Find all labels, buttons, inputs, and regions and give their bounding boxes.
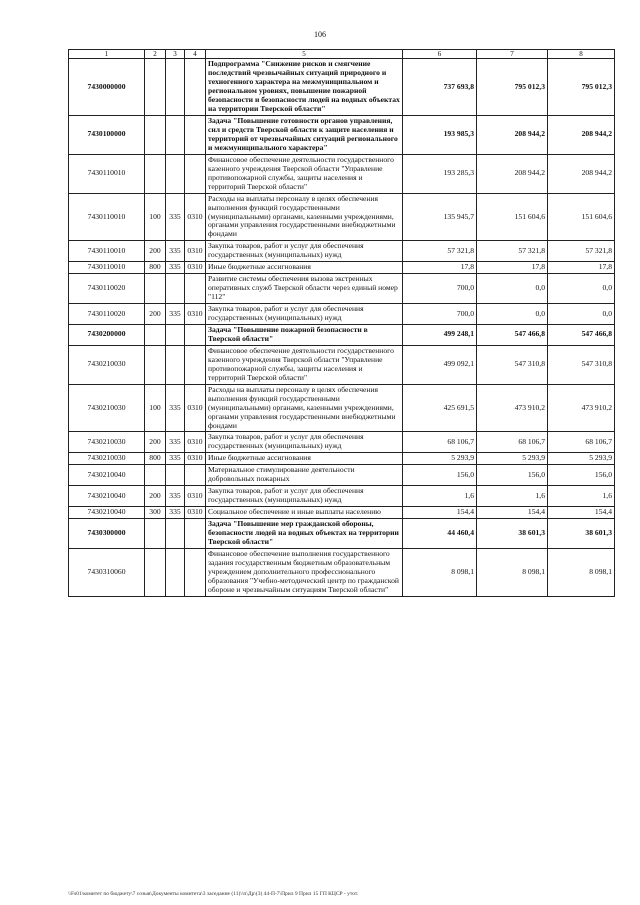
program-code: 7430210040 bbox=[69, 465, 145, 486]
expense-type bbox=[145, 274, 166, 304]
section-code bbox=[185, 345, 206, 384]
section-code bbox=[185, 115, 206, 154]
budget-table bbox=[68, 49, 615, 597]
section-code: 0310 bbox=[185, 304, 206, 325]
program-code: 7430100000 bbox=[69, 115, 145, 154]
amount-year-3: 17,8 bbox=[548, 262, 615, 274]
amount-year-1: 425 691,5 bbox=[403, 384, 477, 432]
amount-year-1: 193 985,3 bbox=[403, 115, 477, 154]
amount-year-2: 0,0 bbox=[477, 274, 548, 304]
table-row bbox=[69, 548, 615, 596]
amount-year-1: 737 693,8 bbox=[403, 59, 477, 116]
department-code: 335 bbox=[166, 193, 185, 241]
amount-year-3: 208 944,2 bbox=[548, 115, 615, 154]
section-code bbox=[185, 548, 206, 596]
department-code bbox=[166, 519, 185, 549]
description: Финансовое обеспечение деятельности государственного казенного учреждения Тверской области "Управление противопожарной службы, защиты населения и территорий Тверской области" bbox=[206, 345, 403, 384]
column-number: 3 bbox=[166, 50, 185, 59]
department-code: 335 bbox=[166, 384, 185, 432]
table-row bbox=[69, 345, 615, 384]
amount-year-2: 795 012,3 bbox=[477, 59, 548, 116]
expense-type bbox=[145, 115, 166, 154]
table-row bbox=[69, 432, 615, 453]
table-body bbox=[69, 50, 615, 597]
expense-type bbox=[145, 154, 166, 193]
column-number: 6 bbox=[403, 50, 477, 59]
amount-year-1: 8 098,1 bbox=[403, 548, 477, 596]
table-row bbox=[69, 486, 615, 507]
amount-year-1: 156,0 bbox=[403, 465, 477, 486]
amount-year-3: 5 293,9 bbox=[548, 453, 615, 465]
amount-year-3: 151 604,6 bbox=[548, 193, 615, 241]
description: Закупка товаров, работ и услуг для обеспечения государственных (муниципальных) нужд bbox=[206, 432, 403, 453]
amount-year-2: 5 293,9 bbox=[477, 453, 548, 465]
section-code bbox=[185, 465, 206, 486]
section-code bbox=[185, 154, 206, 193]
description: Задача "Повышение готовности органов управления, сил и средств Тверской области к защите населения и территорий от чрезвычайных ситуаций регионального и межмуниципального характера" bbox=[206, 115, 403, 154]
amount-year-2: 1,6 bbox=[477, 486, 548, 507]
expense-type: 200 bbox=[145, 304, 166, 325]
program-code: 7430200000 bbox=[69, 324, 145, 345]
amount-year-3: 57 321,8 bbox=[548, 241, 615, 262]
amount-year-1: 499 248,1 bbox=[403, 324, 477, 345]
table-row bbox=[69, 304, 615, 325]
section-code bbox=[185, 274, 206, 304]
amount-year-2: 68 106,7 bbox=[477, 432, 548, 453]
department-code bbox=[166, 59, 185, 116]
program-code: 7430210040 bbox=[69, 507, 145, 519]
amount-year-2: 0,0 bbox=[477, 304, 548, 325]
department-code: 335 bbox=[166, 241, 185, 262]
column-number: 8 bbox=[548, 50, 615, 59]
amount-year-1: 135 945,7 bbox=[403, 193, 477, 241]
program-code: 7430210040 bbox=[69, 486, 145, 507]
amount-year-1: 154,4 bbox=[403, 507, 477, 519]
description: Финансовое обеспечение выполнения государственного задания государственным бюджетным образовательным учреждением дополнительного профессионального образования "Учебно-методический центр по гражданской обороне и чрезвычайным ситуациям Тверской области" bbox=[206, 548, 403, 596]
column-number: 5 bbox=[206, 50, 403, 59]
description: Закупка товаров, работ и услуг для обеспечения государственных (муниципальных) нужд bbox=[206, 486, 403, 507]
description: Задача "Повышение пожарной безопасности в Тверской области" bbox=[206, 324, 403, 345]
table-row bbox=[69, 262, 615, 274]
program-code: 7430110010 bbox=[69, 241, 145, 262]
program-code: 7430210030 bbox=[69, 345, 145, 384]
section-code: 0310 bbox=[185, 241, 206, 262]
description: Развитие системы обеспечения вызова экстренных оперативных служб Тверской области через единый номер "112" bbox=[206, 274, 403, 304]
description: Подпрограмма "Снижение рисков и смягчение последствий чрезвычайных ситуаций природного и техногенного характера на межмуниципальном и региональном уровнях, повышение пожарной безопасности и безопасности людей на водных объектах на территории Тверской области" bbox=[206, 59, 403, 116]
amount-year-2: 8 098,1 bbox=[477, 548, 548, 596]
column-number-row bbox=[69, 50, 615, 59]
table-row bbox=[69, 59, 615, 116]
amount-year-2: 156,0 bbox=[477, 465, 548, 486]
program-code: 7430210030 bbox=[69, 384, 145, 432]
expense-type bbox=[145, 465, 166, 486]
amount-year-1: 193 285,3 bbox=[403, 154, 477, 193]
expense-type: 200 bbox=[145, 486, 166, 507]
amount-year-1: 700,0 bbox=[403, 304, 477, 325]
expense-type: 100 bbox=[145, 384, 166, 432]
amount-year-3: 0,0 bbox=[548, 274, 615, 304]
description: Задача "Повышение мер гражданской обороны, безопасности людей на водных объектах на территории Тверской области" bbox=[206, 519, 403, 549]
program-code: 7430110010 bbox=[69, 262, 145, 274]
description: Закупка товаров, работ и услуг для обеспечения государственных (муниципальных) нужд bbox=[206, 304, 403, 325]
department-code bbox=[166, 345, 185, 384]
amount-year-3: 0,0 bbox=[548, 304, 615, 325]
section-code bbox=[185, 519, 206, 549]
expense-type bbox=[145, 548, 166, 596]
expense-type: 100 bbox=[145, 193, 166, 241]
amount-year-1: 17,8 bbox=[403, 262, 477, 274]
department-code bbox=[166, 465, 185, 486]
amount-year-3: 8 098,1 bbox=[548, 548, 615, 596]
description: Расходы на выплаты персоналу в целях обеспечения выполнения функций государственными (муниципальными) органами, казенными учреждениями, органами управления государственными внебюджетными фондами bbox=[206, 384, 403, 432]
department-code bbox=[166, 324, 185, 345]
amount-year-2: 154,4 bbox=[477, 507, 548, 519]
section-code: 0310 bbox=[185, 384, 206, 432]
amount-year-2: 38 601,3 bbox=[477, 519, 548, 549]
section-code bbox=[185, 59, 206, 116]
expense-type bbox=[145, 59, 166, 116]
table-row bbox=[69, 154, 615, 193]
table-row bbox=[69, 274, 615, 304]
program-code: 7430110020 bbox=[69, 274, 145, 304]
description: Социальное обеспечение и иные выплаты населению bbox=[206, 507, 403, 519]
description: Материальное стимулирование деятельности добровольных пожарных bbox=[206, 465, 403, 486]
column-number: 4 bbox=[185, 50, 206, 59]
section-code: 0310 bbox=[185, 193, 206, 241]
section-code: 0310 bbox=[185, 262, 206, 274]
department-code: 335 bbox=[166, 486, 185, 507]
program-code: 7430110010 bbox=[69, 193, 145, 241]
amount-year-1: 44 460,4 bbox=[403, 519, 477, 549]
department-code: 335 bbox=[166, 453, 185, 465]
department-code bbox=[166, 115, 185, 154]
department-code: 335 bbox=[166, 262, 185, 274]
amount-year-2: 57 321,8 bbox=[477, 241, 548, 262]
amount-year-1: 68 106,7 bbox=[403, 432, 477, 453]
column-number: 7 bbox=[477, 50, 548, 59]
table-row bbox=[69, 384, 615, 432]
section-code: 0310 bbox=[185, 507, 206, 519]
amount-year-2: 208 944,2 bbox=[477, 154, 548, 193]
table-row bbox=[69, 241, 615, 262]
table-row bbox=[69, 193, 615, 241]
table-row bbox=[69, 507, 615, 519]
amount-year-3: 68 106,7 bbox=[548, 432, 615, 453]
department-code bbox=[166, 154, 185, 193]
program-code: 7430210030 bbox=[69, 432, 145, 453]
amount-year-3: 473 910,2 bbox=[548, 384, 615, 432]
description: Иные бюджетные ассигнования bbox=[206, 453, 403, 465]
section-code: 0310 bbox=[185, 486, 206, 507]
amount-year-1: 1,6 bbox=[403, 486, 477, 507]
amount-year-3: 38 601,3 bbox=[548, 519, 615, 549]
program-code: 7430110020 bbox=[69, 304, 145, 325]
program-code: 7430310060 bbox=[69, 548, 145, 596]
program-code: 7430110010 bbox=[69, 154, 145, 193]
amount-year-3: 547 466,8 bbox=[548, 324, 615, 345]
amount-year-3: 795 012,3 bbox=[548, 59, 615, 116]
program-code: 7430000000 bbox=[69, 59, 145, 116]
amount-year-2: 473 910,2 bbox=[477, 384, 548, 432]
file-path-footer: \\Fs01\комитет по бюджету\7 созыв\Документы комитета\3 заседание (11)\\п\Др\(3) 44-П-7\Прил 9 Прил 15 ГП КЦСР - утот. bbox=[68, 891, 359, 897]
expense-type: 300 bbox=[145, 507, 166, 519]
table-row bbox=[69, 453, 615, 465]
table-row bbox=[69, 324, 615, 345]
description: Иные бюджетные ассигнования bbox=[206, 262, 403, 274]
expense-type: 200 bbox=[145, 432, 166, 453]
table-row bbox=[69, 465, 615, 486]
amount-year-1: 57 321,8 bbox=[403, 241, 477, 262]
amount-year-1: 499 092,1 bbox=[403, 345, 477, 384]
amount-year-3: 156,0 bbox=[548, 465, 615, 486]
amount-year-2: 17,8 bbox=[477, 262, 548, 274]
amount-year-3: 1,6 bbox=[548, 486, 615, 507]
expense-type: 800 bbox=[145, 453, 166, 465]
amount-year-3: 208 944,2 bbox=[548, 154, 615, 193]
amount-year-2: 208 944,2 bbox=[477, 115, 548, 154]
section-code: 0310 bbox=[185, 432, 206, 453]
program-code: 7430300000 bbox=[69, 519, 145, 549]
amount-year-2: 547 310,8 bbox=[477, 345, 548, 384]
department-code: 335 bbox=[166, 507, 185, 519]
department-code bbox=[166, 548, 185, 596]
amount-year-2: 547 466,8 bbox=[477, 324, 548, 345]
expense-type bbox=[145, 345, 166, 384]
section-code: 0310 bbox=[185, 453, 206, 465]
section-code bbox=[185, 324, 206, 345]
amount-year-2: 151 604,6 bbox=[477, 193, 548, 241]
column-number: 2 bbox=[145, 50, 166, 59]
description: Финансовое обеспечение деятельности государственного казенного учреждения Тверской области "Управление противопожарной службы, защиты населения и территорий Тверской области" bbox=[206, 154, 403, 193]
amount-year-3: 154,4 bbox=[548, 507, 615, 519]
amount-year-1: 5 293,9 bbox=[403, 453, 477, 465]
department-code: 335 bbox=[166, 432, 185, 453]
table-row bbox=[69, 519, 615, 549]
expense-type: 200 bbox=[145, 241, 166, 262]
amount-year-1: 700,0 bbox=[403, 274, 477, 304]
department-code bbox=[166, 274, 185, 304]
page-number: 106 bbox=[314, 30, 326, 39]
expense-type bbox=[145, 519, 166, 549]
expense-type bbox=[145, 324, 166, 345]
department-code: 335 bbox=[166, 304, 185, 325]
program-code: 7430210030 bbox=[69, 453, 145, 465]
expense-type: 800 bbox=[145, 262, 166, 274]
description: Расходы на выплаты персоналу в целях обеспечения выполнения функций государственными (муниципальными) органами, казенными учреждениями, органами управления государственными внебюджетными фондами bbox=[206, 193, 403, 241]
table-row bbox=[69, 115, 615, 154]
column-number: 1 bbox=[69, 50, 145, 59]
description: Закупка товаров, работ и услуг для обеспечения государственных (муниципальных) нужд bbox=[206, 241, 403, 262]
amount-year-3: 547 310,8 bbox=[548, 345, 615, 384]
